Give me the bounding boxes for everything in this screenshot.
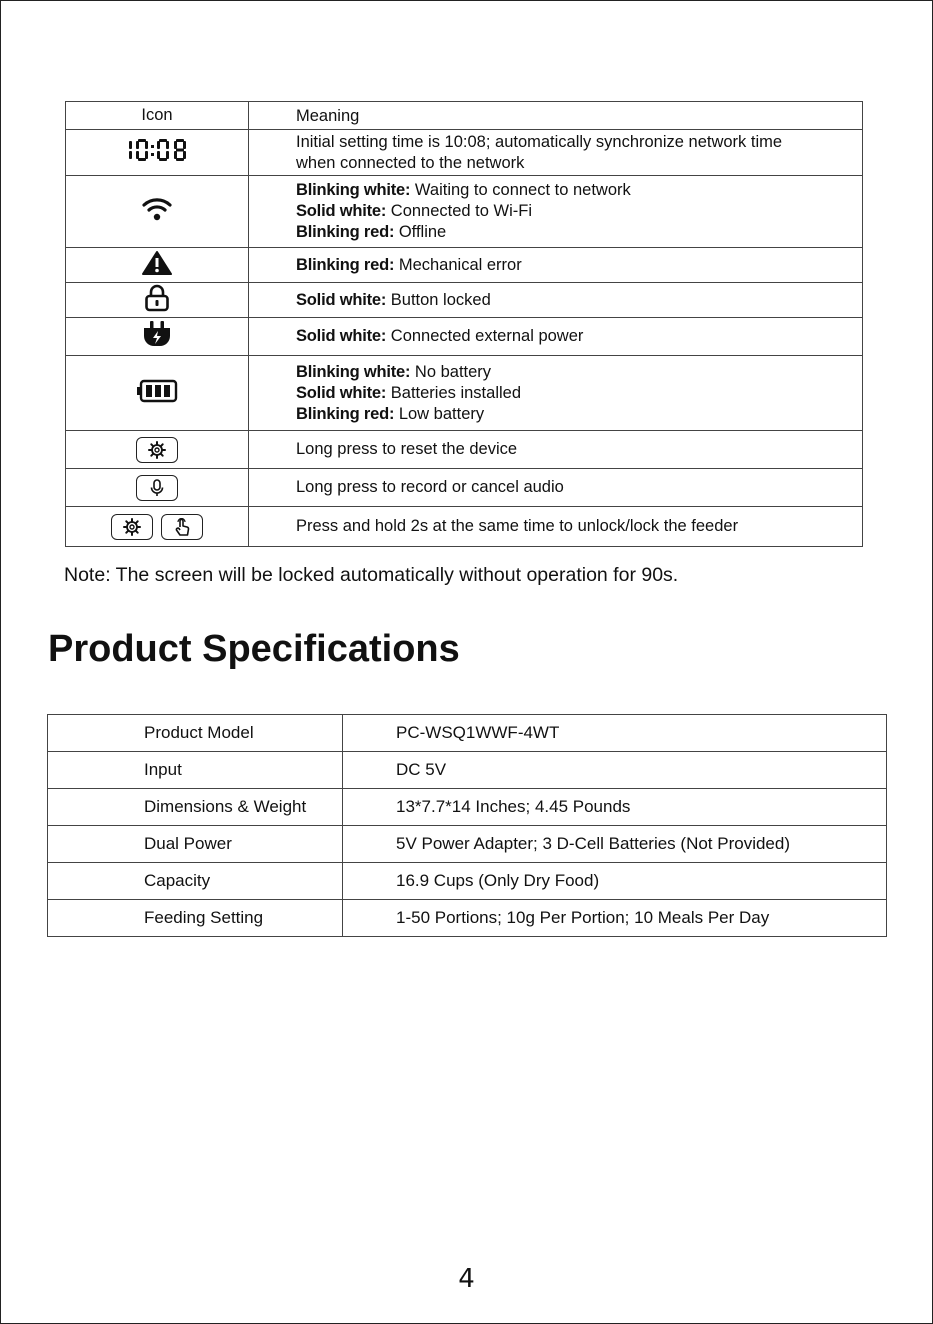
section-title: Product Specifications: [48, 628, 460, 670]
meaning-line: Initial setting time is 10:08; automatically synchronize network time: [296, 132, 783, 151]
table-row: [66, 431, 863, 469]
table-row: [66, 469, 863, 507]
power-plug-icon: [142, 320, 172, 353]
touch-key-icon: [161, 514, 203, 540]
meaning-line: when connected to the network: [296, 153, 525, 172]
table-row: [66, 176, 863, 248]
spec-label: Input: [48, 752, 343, 789]
table-row: [48, 715, 887, 752]
meaning-line: Press and hold 2s at the same time to unlock/lock the feeder: [296, 517, 739, 535]
battery-icon: [136, 379, 178, 408]
icon-meaning-table: [65, 101, 863, 547]
lock-icon: [144, 284, 170, 317]
spec-value: DC 5V: [343, 752, 887, 789]
spec-label: Capacity: [48, 863, 343, 900]
spec-value: PC-WSQ1WWF-4WT: [343, 715, 887, 752]
wifi-icon: [142, 196, 172, 227]
table-row: [48, 900, 887, 937]
meaning-line: Solid white: Connected external power: [296, 327, 584, 345]
meaning-line: Blinking white: No battery: [296, 362, 492, 381]
page-number: 4: [458, 1264, 475, 1294]
spec-value: 5V Power Adapter; 3 D-Cell Batteries (Not Provided): [343, 826, 887, 863]
meaning-line: Blinking red: Low battery: [296, 404, 485, 423]
clock-display-icon: [126, 138, 188, 167]
table-row: [66, 130, 863, 176]
table-row: [66, 283, 863, 318]
meaning-line: Blinking red: Mechanical error: [296, 255, 522, 274]
microphone-key-icon: [136, 475, 178, 501]
settings-key-icon: [136, 437, 178, 463]
meaning-line: Solid white: Button locked: [296, 290, 491, 309]
settings-key-icon: [111, 514, 153, 540]
meaning-line: Blinking white: Waiting to connect to network: [296, 181, 631, 199]
spec-table: [47, 714, 887, 937]
meaning-line: Solid white: Batteries installed: [296, 383, 522, 402]
header-icon: Icon: [66, 102, 249, 130]
spec-value: 16.9 Cups (Only Dry Food): [343, 863, 887, 900]
table-row: [48, 863, 887, 900]
table-row: [48, 752, 887, 789]
table-row: [48, 826, 887, 863]
table-header-row: [66, 102, 863, 130]
table-row: [48, 789, 887, 826]
meaning-line: Long press to reset the device: [296, 440, 518, 458]
meaning-line: Long press to record or cancel audio: [296, 478, 564, 496]
header-meaning: Meaning: [249, 102, 863, 130]
spec-value: 1-50 Portions; 10g Per Portion; 10 Meals Per Day: [343, 900, 887, 937]
spec-value: 13*7.7*14 Inches; 4.45 Pounds: [343, 789, 887, 826]
spec-label: Dimensions & Weight: [48, 789, 343, 826]
meaning-line: Solid white: Connected to Wi-Fi: [296, 202, 532, 220]
warning-icon: [142, 250, 172, 281]
table-row: [66, 318, 863, 356]
spec-label: Product Model: [48, 715, 343, 752]
spec-label: Dual Power: [48, 826, 343, 863]
table-row: [66, 507, 863, 547]
spec-label: Feeding Setting: [48, 900, 343, 937]
lock-note: Note: The screen will be locked automatically without operation for 90s.: [64, 564, 679, 586]
table-row: [66, 248, 863, 283]
meaning-line: Blinking red: Offline: [296, 223, 447, 241]
table-row: [66, 356, 863, 431]
